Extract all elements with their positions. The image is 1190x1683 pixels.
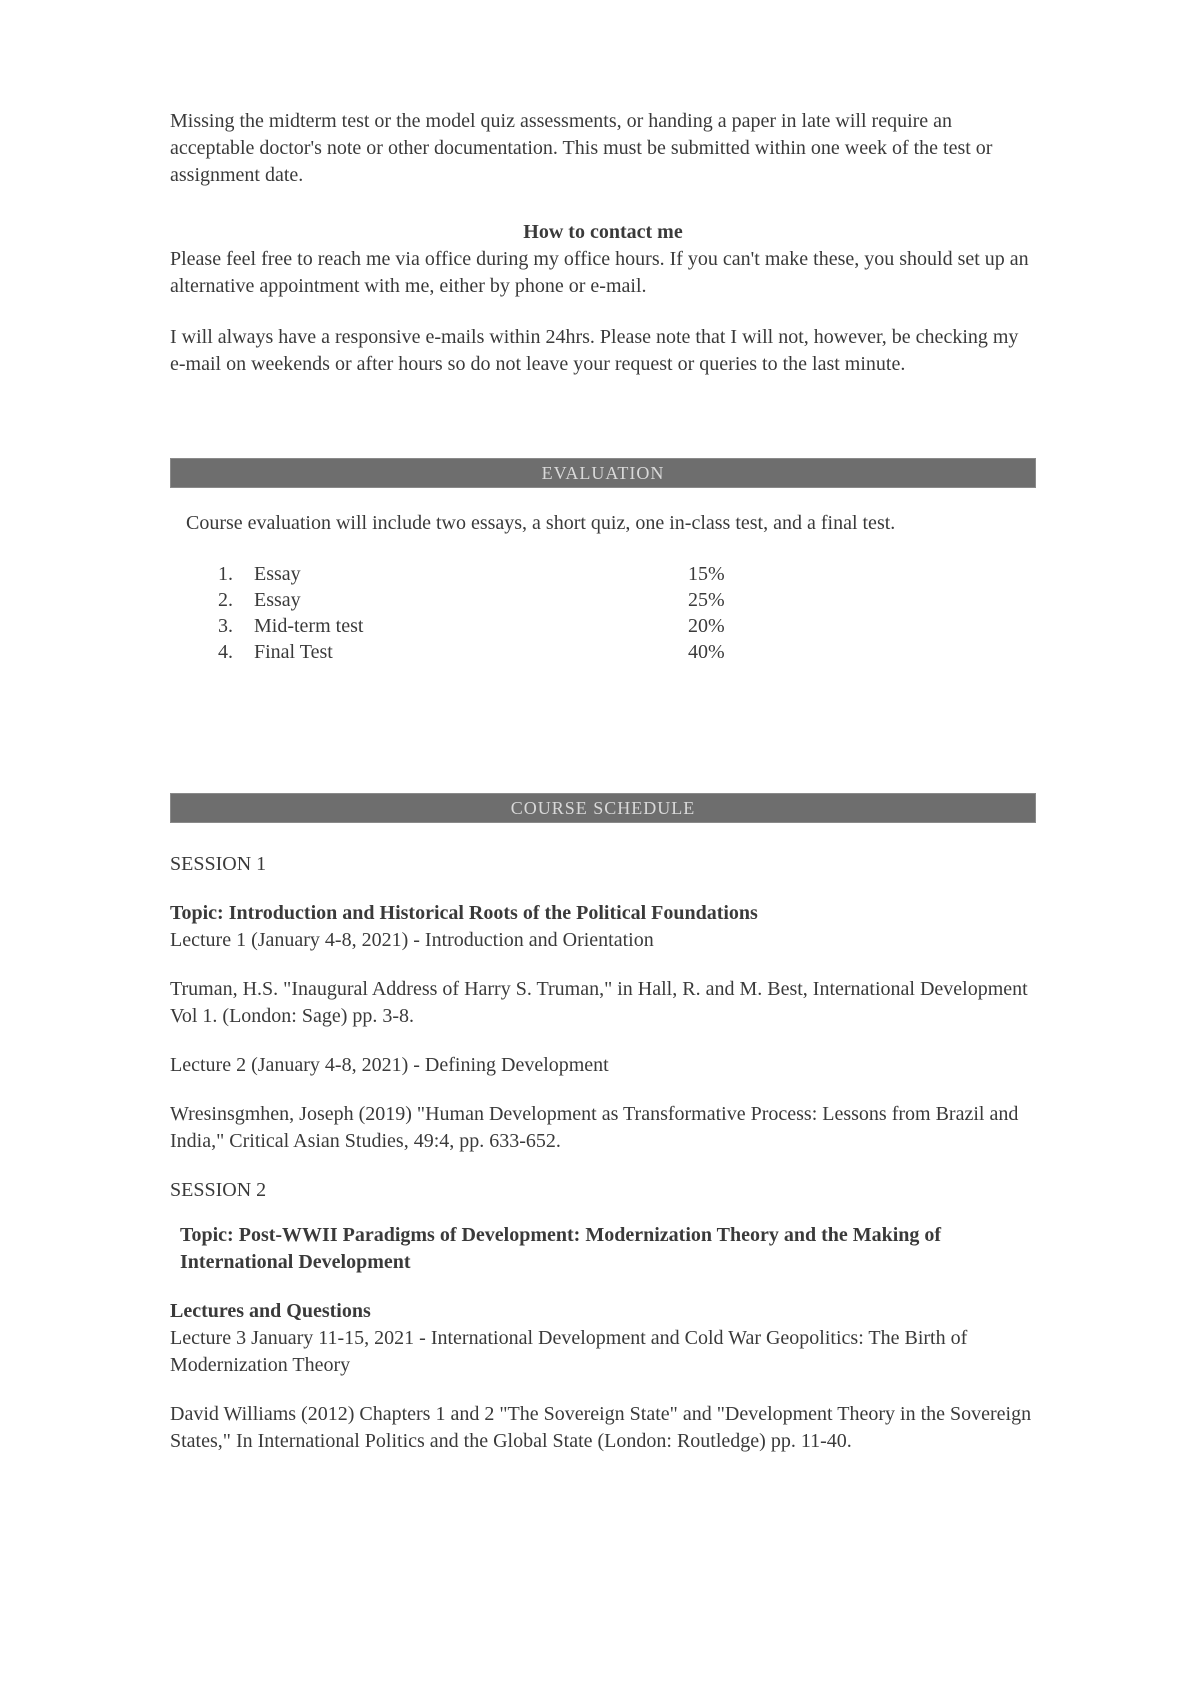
session-1-reading-1: Truman, H.S. "Inaugural Address of Harry S. Truman," in Hall, R. and M. Best, International Development Vol 1. (London: Sage) pp. 3-8. bbox=[170, 978, 1028, 1027]
document-page bbox=[170, 108, 1036, 1455]
evaluation-item-weight: 15% bbox=[688, 563, 725, 585]
session-2-heading: SESSION 2 bbox=[170, 1179, 267, 1201]
session-1-heading: SESSION 1 bbox=[170, 853, 267, 875]
evaluation-text: Course evaluation will include two essays, a short quiz, one in-class test, and a final test. bbox=[186, 512, 896, 534]
evaluation-item-number: 4. bbox=[218, 641, 233, 663]
session-2-topic: Topic: Post-WWII Paradigms of Development: Modernization Theory and the Making of International Development bbox=[180, 1224, 942, 1273]
session-1-lecture-1: Lecture 1 (January 4-8, 2021) - Introduction and Orientation bbox=[170, 929, 654, 951]
session-1-reading-2: Wresinsgmhen, Joseph (2019) "Human Development as Transformative Process: Lessons from Brazil and India," Critical Asian Studies, 49:4, pp. 633-652. bbox=[170, 1103, 1019, 1152]
contact-paragraph-1: Please feel free to reach me via office during my office hours. If you can't make these, you should set up an alternative appointment with me, either by phone or e-mail. bbox=[170, 248, 1029, 297]
evaluation-item-weight: 40% bbox=[688, 641, 725, 663]
evaluation-item bbox=[218, 561, 1036, 587]
evaluation-item-label: Mid-term test bbox=[254, 615, 364, 637]
session-1-topic: Topic: Introduction and Historical Roots of the Political Foundations bbox=[170, 902, 758, 924]
session-2-lectures-label: Lectures and Questions bbox=[170, 1300, 371, 1322]
evaluation-item-weight: 20% bbox=[688, 615, 725, 637]
evaluation-item-number: 2. bbox=[218, 589, 233, 611]
evaluation-item bbox=[218, 587, 1036, 613]
evaluation-list bbox=[170, 561, 1036, 665]
evaluation-header: EVALUATION bbox=[170, 458, 1036, 488]
evaluation-item bbox=[218, 613, 1036, 639]
intro-paragraph: Missing the midterm test or the model quiz assessments, or handing a paper in late will require an acceptable doctor's note or other documentation. This must be submitted within one week of the test or assignment date. bbox=[170, 110, 993, 186]
contact-section bbox=[170, 219, 1036, 378]
contact-paragraph-2: I will always have a responsive e-mails within 24hrs. Please note that I will not, however, be checking my e-mail on weekends or after hours so do not leave your request or queries to the last minute. bbox=[170, 326, 1019, 375]
evaluation-item-weight: 25% bbox=[688, 589, 725, 611]
evaluation-item-label: Essay bbox=[254, 563, 301, 585]
evaluation-item-number: 1. bbox=[218, 563, 233, 585]
evaluation-item-label: Essay bbox=[254, 589, 301, 611]
evaluation-item-label: Final Test bbox=[254, 641, 333, 663]
contact-title: How to contact me bbox=[523, 221, 683, 243]
session-2-reading-3: David Williams (2012) Chapters 1 and 2 "The Sovereign State" and "Development Theory in the Sovereign States," In International Politics and the Global State (London: Routledge) pp. 11-40. bbox=[170, 1403, 1032, 1452]
course-schedule-header: COURSE SCHEDULE bbox=[170, 793, 1036, 823]
evaluation-item bbox=[218, 639, 1036, 665]
session-2-lecture-3: Lecture 3 January 11-15, 2021 - International Development and Cold War Geopolitics: The Birth of Modernization Theory bbox=[170, 1327, 968, 1376]
session-1-lecture-2: Lecture 2 (January 4-8, 2021) - Defining Development bbox=[170, 1054, 609, 1076]
evaluation-item-number: 3. bbox=[218, 615, 233, 637]
